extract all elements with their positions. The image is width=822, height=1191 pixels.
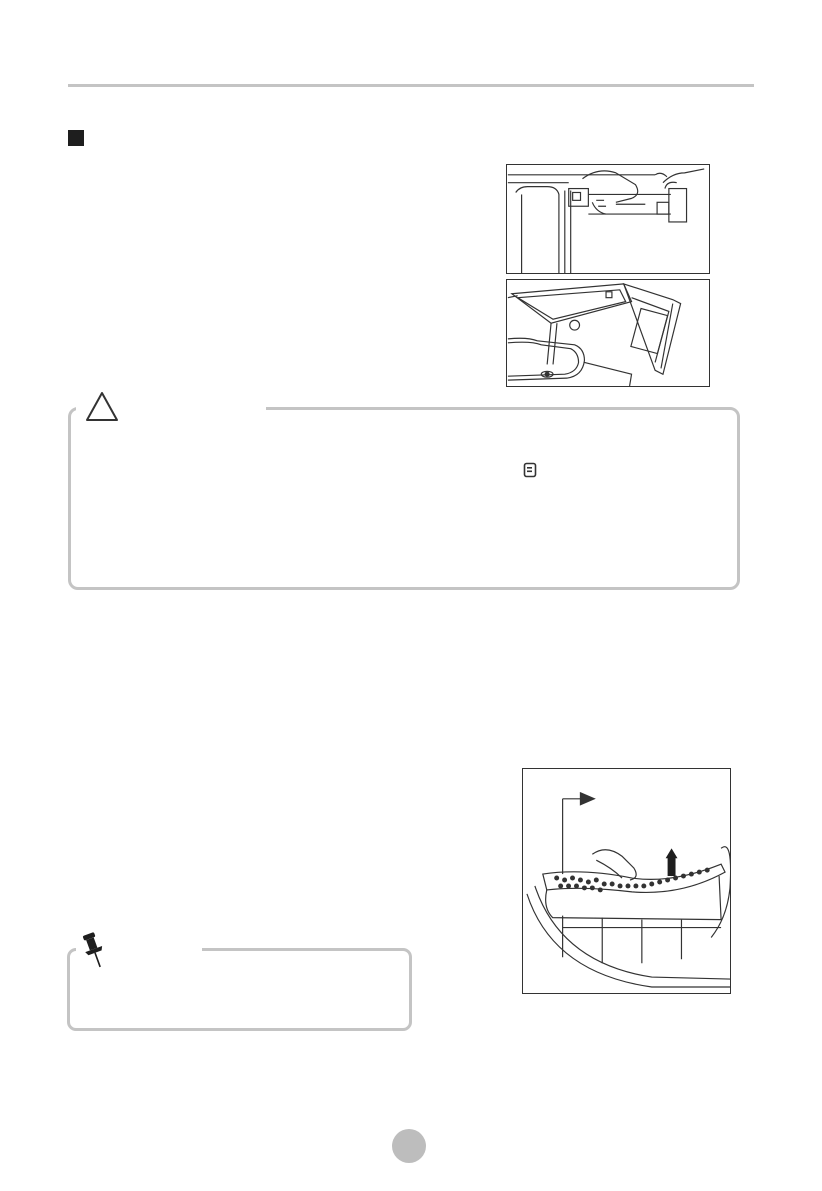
note-box [67,948,412,1031]
figure-drawer-pull [506,164,710,274]
hands-pulling-drawer-icon [507,165,709,273]
lint-filter-lift-icon [523,769,730,993]
header-rule [68,84,754,87]
page-number-dot [392,1129,426,1163]
door-indicator-icon [523,462,537,478]
caution-triangle-icon [84,390,120,424]
section-marker-icon [68,130,84,146]
pushpin-icon [80,930,108,970]
figure-drawer-removed [506,279,710,387]
figure-filter-removal [522,768,731,994]
water-tank-drawer-icon [507,280,709,386]
caution-box [68,407,740,590]
